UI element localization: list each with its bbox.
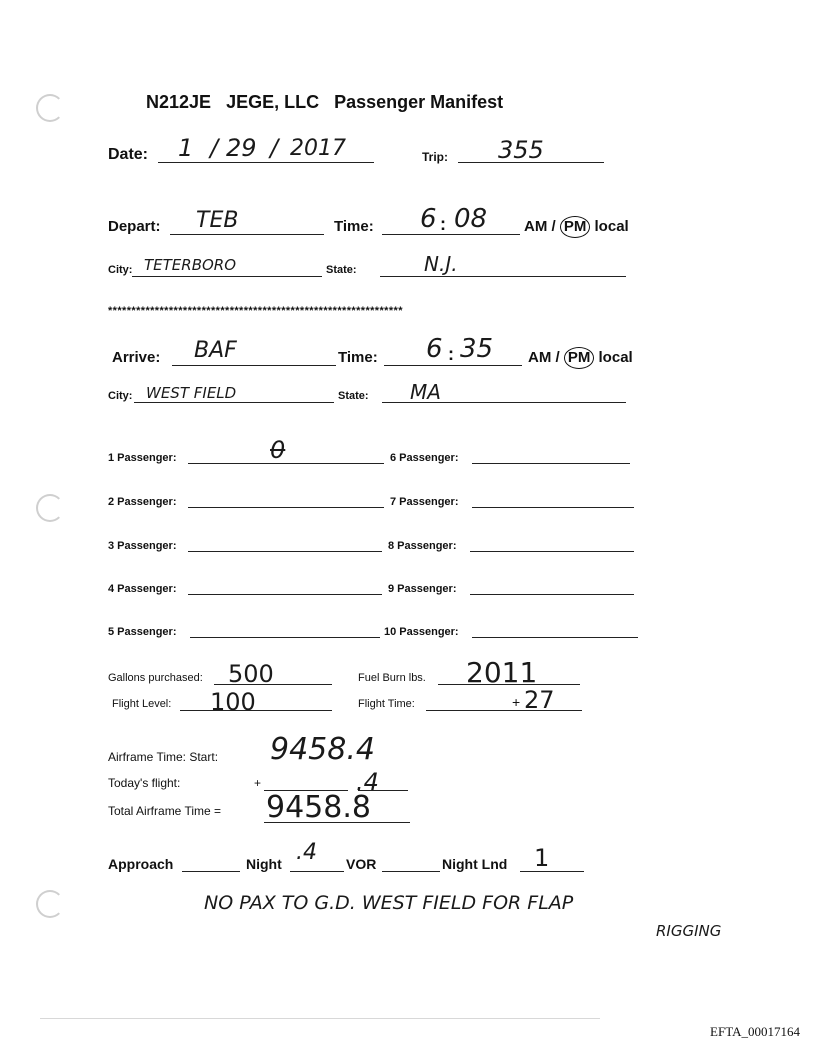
depart-pm-circled: PM: [560, 216, 591, 238]
night-lnd-value: 1: [534, 844, 550, 872]
passenger-label-3: 3 Passenger:: [108, 540, 177, 552]
date-sep-1: /: [210, 134, 219, 162]
depart-ampm: [524, 216, 629, 238]
flight-level-line: [180, 710, 332, 711]
todays-flight-value: .4: [356, 768, 379, 796]
company-name: JEGE, LLC: [226, 92, 320, 112]
date-line: [158, 162, 374, 163]
arrive-value: BAF: [194, 338, 237, 363]
document-id: EFTA_00017164: [710, 1024, 800, 1039]
todays-flight-label: Today's flight:: [108, 776, 181, 790]
passenger-line-8: [470, 551, 634, 552]
depart-time-hour: 6: [420, 204, 437, 234]
arrive-ampm: [528, 347, 633, 369]
depart-time-minute: 08: [454, 204, 488, 234]
arrive-local-label: local: [598, 349, 633, 366]
total-airframe-line: [264, 822, 410, 823]
arrive-am-label: AM /: [528, 349, 560, 366]
date-year: 2017: [290, 136, 346, 161]
depart-time-label: Time:: [334, 218, 374, 235]
passenger-1-value: 0: [270, 436, 286, 464]
handwritten-note-line-2: RIGGING: [656, 922, 722, 940]
airframe-start-label: Airframe Time: Start:: [108, 750, 219, 764]
arrive-label: Arrive:: [112, 349, 161, 366]
depart-state-label: State:: [326, 264, 357, 276]
total-airframe-value: 9458.8: [266, 790, 371, 825]
punch-hole-middle: [36, 494, 64, 522]
arrive-pm-circled: PM: [564, 347, 595, 369]
punch-hole-top: [36, 94, 64, 122]
night-lnd-label: Night Lnd: [442, 856, 508, 872]
scan-edge-line: [40, 1018, 600, 1019]
arrive-city-label: City:: [108, 390, 133, 402]
depart-time-line: [382, 234, 520, 235]
passenger-label-4: 4 Passenger:: [108, 583, 177, 595]
passenger-label-2: 2 Passenger:: [108, 496, 177, 508]
vor-line: [382, 871, 440, 872]
date-day: 29: [226, 134, 257, 162]
trip-label: Trip:: [422, 150, 448, 164]
passenger-line-3: [188, 551, 382, 552]
arrive-time-hour: 6: [426, 334, 443, 364]
depart-label: Depart:: [108, 218, 161, 235]
flight-time-value: 27: [524, 686, 555, 714]
depart-city-line: [132, 276, 322, 277]
depart-local-label: local: [594, 218, 629, 235]
arrive-city-line: [134, 402, 334, 403]
arrive-state-value: MA: [410, 380, 441, 404]
passenger-line-10: [472, 637, 638, 638]
arrive-state-label: State:: [338, 390, 369, 402]
trip-value: 355: [498, 136, 544, 164]
page-title: [146, 92, 503, 113]
depart-state-value: N.J.: [424, 252, 458, 276]
depart-line: [170, 234, 324, 235]
depart-am-label: AM /: [524, 218, 556, 235]
fuel-burn-value: 2011: [466, 656, 538, 689]
separator-stars: ***************************************************************: [108, 305, 403, 317]
night-lnd-line: [520, 871, 584, 872]
gallons-value: 500: [228, 660, 274, 688]
passenger-label-1: 1 Passenger:: [108, 452, 177, 464]
approach-line: [182, 871, 240, 872]
passenger-label-8: 8 Passenger:: [388, 540, 457, 552]
flight-time-label: Flight Time:: [358, 698, 415, 710]
date-month: 1: [178, 134, 194, 162]
flight-time-line: [426, 710, 582, 711]
tail-number: N212JE: [146, 92, 212, 112]
handwritten-note-line-1: NO PAX TO G.D. WEST FIELD FOR FLAP: [204, 892, 574, 914]
passenger-label-5: 5 Passenger:: [108, 626, 177, 638]
arrive-time-colon: :: [448, 344, 454, 364]
vor-label: VOR: [346, 856, 377, 872]
total-airframe-label: Total Airframe Time =: [108, 804, 222, 818]
approach-label: Approach: [108, 856, 174, 872]
passenger-label-9: 9 Passenger:: [388, 583, 457, 595]
arrive-city-value: WEST FIELD: [146, 384, 237, 402]
date-sep-2: /: [270, 134, 279, 162]
passenger-label-10: 10 Passenger:: [384, 626, 459, 638]
depart-time-colon: :: [440, 214, 446, 234]
passenger-line-6: [472, 463, 630, 464]
arrive-time-minute: 35: [460, 334, 494, 364]
passenger-line-5: [190, 637, 380, 638]
passenger-label-6: 6 Passenger:: [390, 452, 459, 464]
night-line: [290, 871, 344, 872]
flight-time-plus: +: [512, 694, 521, 710]
airframe-start-value: 9458.4: [270, 732, 375, 767]
flight-level-value: 100: [210, 688, 256, 716]
arrive-time-label: Time:: [338, 349, 378, 366]
arrive-time-line: [384, 365, 522, 366]
passenger-line-7: [472, 507, 634, 508]
passenger-line-2: [188, 507, 384, 508]
depart-value: TEB: [196, 208, 239, 233]
punch-hole-bottom: [36, 890, 64, 918]
depart-city-value: TETERBORO: [144, 256, 237, 274]
gallons-label: Gallons purchased:: [108, 672, 203, 684]
manifest-title: Passenger Manifest: [334, 92, 504, 112]
night-value: .4: [296, 840, 317, 865]
night-label: Night: [246, 856, 282, 872]
passenger-line-4: [188, 594, 382, 595]
flight-level-label: Flight Level:: [112, 698, 172, 710]
passenger-line-9: [470, 594, 634, 595]
depart-state-line: [380, 276, 626, 277]
todays-flight-plus: +: [254, 776, 262, 790]
passenger-line-1: [188, 463, 384, 464]
arrive-line: [172, 365, 336, 366]
depart-city-label: City:: [108, 264, 133, 276]
date-label: Date:: [108, 146, 149, 163]
passenger-label-7: 7 Passenger:: [390, 496, 459, 508]
fuel-burn-label: Fuel Burn lbs.: [358, 672, 426, 684]
